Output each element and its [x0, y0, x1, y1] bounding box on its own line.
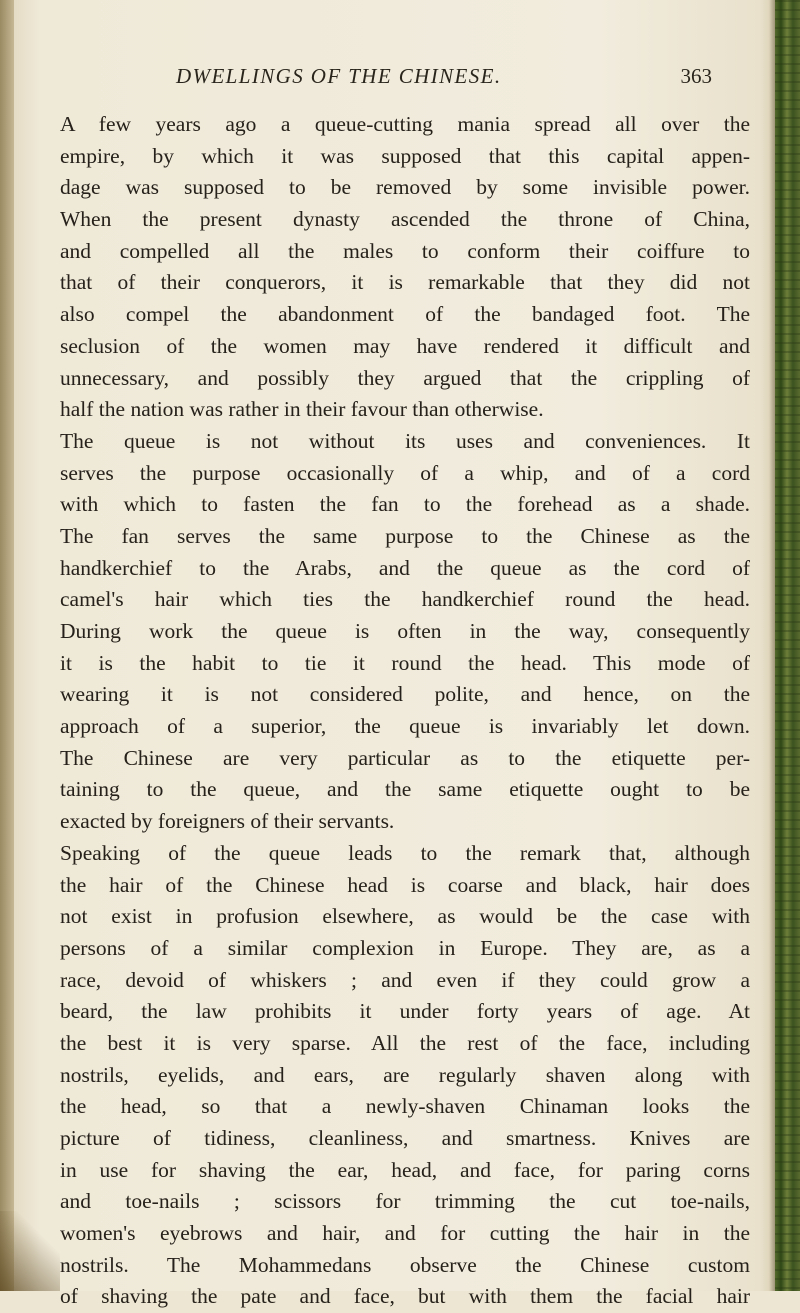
book-binding-edge [775, 0, 800, 1291]
text-line: beard, the law prohibits it under forty years of age. At [60, 999, 750, 1024]
text-line: unnecessary, and possibly they argued that the crippling of [60, 365, 750, 390]
text-line: and compelled all the males to conform their coiffure to [60, 238, 750, 263]
text-line: empire, by which it was supposed that this capital appen- [60, 143, 750, 168]
text-line: Speaking of the queue leads to the remark that, although [60, 840, 750, 865]
text-line: The queue is not without its uses and conveniences. It [60, 428, 750, 453]
text-line: A few years ago a queue-cutting mania spread all over the [60, 112, 750, 136]
text-line: picture of tidiness, cleanliness, and smartness. Knives are [60, 1126, 750, 1150]
text-line: the best it is very sparse. All the rest of the face, including [60, 1030, 750, 1055]
text-line: taining to the queue, and the same etiquette ought to be [60, 777, 750, 802]
page-gutter-shadow [0, 0, 14, 1291]
text-line: approach of a superior, the queue is invariably let down. [60, 714, 750, 739]
text-line: The Chinese are very particular as to the etiquette per- [60, 745, 750, 770]
text-line: persons of a similar complexion in Europe. They are, as a [60, 935, 750, 960]
text-line: that of their conquerors, it is remarkable that they did not [60, 270, 750, 295]
text-line: of shaving the pate and face, but with them the facial hair [60, 1284, 750, 1309]
text-line: nostrils. The Mohammedans observe the Chinese custom [60, 1252, 750, 1277]
text-line: When the present dynasty ascended the throne of China, [60, 207, 750, 232]
text-line: race, devoid of whiskers ; and even if they could grow a [60, 967, 750, 992]
text-line: exacted by foreigners of their servants. [60, 809, 395, 834]
text-line: half the nation was rather in their favour than otherwise. [60, 397, 544, 422]
text-line: the hair of the Chinese head is coarse and black, hair does [60, 872, 750, 897]
text-line: the head, so that a newly-shaven Chinaman looks the [60, 1094, 750, 1119]
page-number: 363 [680, 64, 712, 88]
page-header [60, 62, 750, 98]
text-line: During work the queue is often in the way, consequently [60, 619, 750, 643]
text-line: it is the habit to tie it round the head. This mode of [60, 650, 750, 675]
running-head: DWELLINGS OF THE CHINESE. [176, 64, 502, 88]
text-line: women's eyebrows and hair, and for cutting the hair in the [60, 1221, 750, 1246]
text-line: also compel the abandonment of the bandaged foot. The [60, 302, 750, 327]
text-line: in use for shaving the ear, head, and face, for paring corns [60, 1157, 750, 1182]
text-line: dage was supposed to be removed by some invisible power. [60, 175, 750, 200]
text-line: handkerchief to the Arabs, and the queue as the cord of [60, 555, 750, 580]
text-line: seclusion of the women may have rendered it difficult and [60, 333, 750, 358]
text-line: camel's hair which ties the handkerchief round the head. [60, 587, 750, 612]
text-line: with which to fasten the fan to the forehead as a shade. [60, 492, 750, 517]
text-line: wearing it is not considered polite, and hence, on the [60, 682, 750, 707]
body-text [60, 109, 750, 1313]
text-line: serves the purpose occasionally of a whip, and of a cord [60, 460, 750, 485]
text-line: not exist in profusion elsewhere, as would be the case with [60, 904, 750, 929]
text-line: nostrils, eyelids, and ears, are regularly shaven along with [60, 1062, 750, 1087]
page-corner-shadow [0, 1211, 60, 1291]
text-line: The fan serves the same purpose to the Chinese as the [60, 523, 750, 548]
text-line: and toe-nails ; scissors for trimming the cut toe-nails, [60, 1189, 750, 1214]
